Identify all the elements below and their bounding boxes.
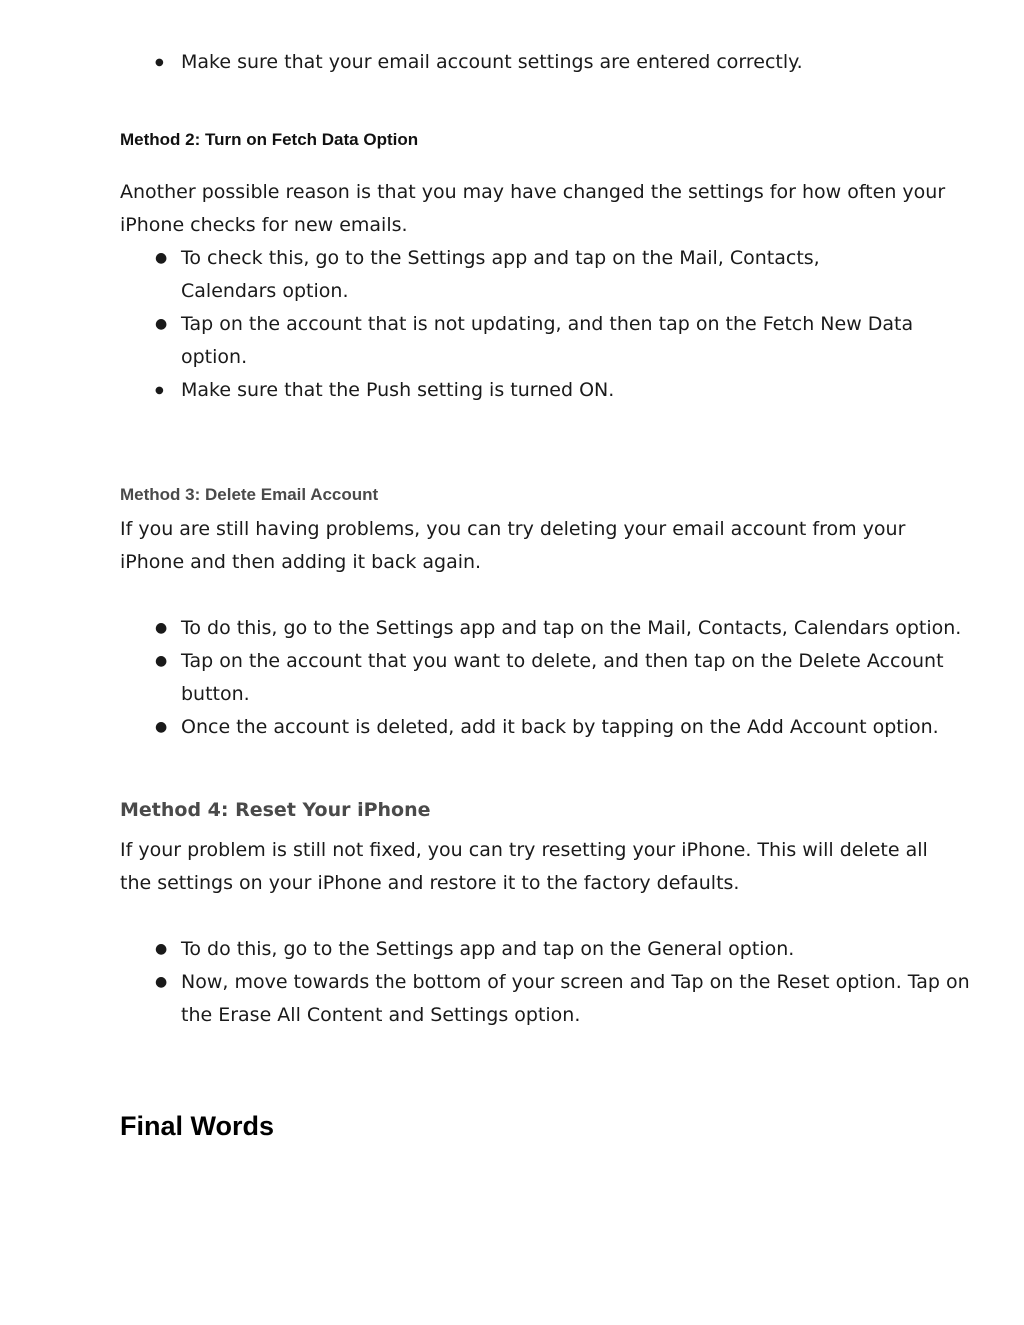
method4-bullet-list (120, 933, 970, 1032)
bullet-text: Make sure that the Push setting is turned ON. (181, 379, 615, 401)
intro-bullet-list (120, 46, 980, 79)
bullet-icon: ● (155, 653, 168, 669)
bullet-icon: ● (155, 385, 164, 396)
bullet-icon: ● (155, 941, 168, 957)
bullet-text: Now, move towards the bottom of your screen and Tap on the Reset option. Tap on the Erase All Content and Settings option. (181, 971, 970, 1026)
bullet-icon: ● (155, 250, 168, 266)
list-item (120, 242, 920, 308)
list-item (120, 308, 920, 374)
bullet-icon: ● (155, 974, 168, 990)
bullet-icon: ● (155, 57, 164, 68)
bullet-icon: ● (155, 620, 168, 636)
list-item (120, 966, 970, 1032)
method2-paragraph (120, 176, 960, 242)
list-item (120, 46, 980, 79)
method4-paragraph-line2: the settings on your iPhone and restore it to the factory defaults. (120, 872, 740, 894)
method3-heading: Method 3: Delete Email Account (120, 485, 379, 504)
bullet-text: To do this, go to the Settings app and tap on the General option. (181, 938, 795, 960)
method4-paragraph (120, 834, 960, 900)
list-item (120, 933, 970, 966)
bullet-icon: ● (155, 316, 168, 332)
method3-paragraph-line2: iPhone and then adding it back again. (120, 551, 482, 573)
method2-paragraph-line2: iPhone checks for new emails. (120, 214, 408, 236)
list-item (120, 711, 980, 744)
bullet-text: Once the account is deleted, add it back by tapping on the Add Account option. (181, 716, 939, 738)
method4-heading: Method 4: Reset Your iPhone (120, 799, 431, 821)
bullet-text: Tap on the account that you want to delete, and then tap on the Delete Account button. (181, 650, 944, 705)
bullet-text: To check this, go to the Settings app and tap on the Mail, Contacts, Calendars option. (181, 247, 820, 302)
bullet-text: Make sure that your email account settings are entered correctly. (181, 51, 803, 73)
bullet-icon: ● (155, 719, 168, 735)
list-item (120, 645, 980, 711)
method2-paragraph-line1: Another possible reason is that you may have changed the settings for how often your (120, 181, 946, 203)
method4-paragraph-line1: If your problem is still not fixed, you can try resetting your iPhone. This will delete all (120, 839, 928, 861)
bullet-text: To do this, go to the Settings app and tap on the Mail, Contacts, Calendars option. (181, 617, 962, 639)
method3-bullet-list (120, 612, 980, 744)
method3-paragraph-line1: If you are still having problems, you can try deleting your email account from your (120, 518, 906, 540)
method3-paragraph (120, 513, 960, 579)
method2-bullet-list (120, 242, 920, 407)
list-item (120, 612, 980, 645)
method2-heading: Method 2: Turn on Fetch Data Option (120, 130, 419, 149)
list-item (120, 374, 920, 407)
final-words-heading: Final Words (120, 1111, 275, 1141)
bullet-text: Tap on the account that is not updating, and then tap on the Fetch New Data option. (181, 313, 914, 368)
